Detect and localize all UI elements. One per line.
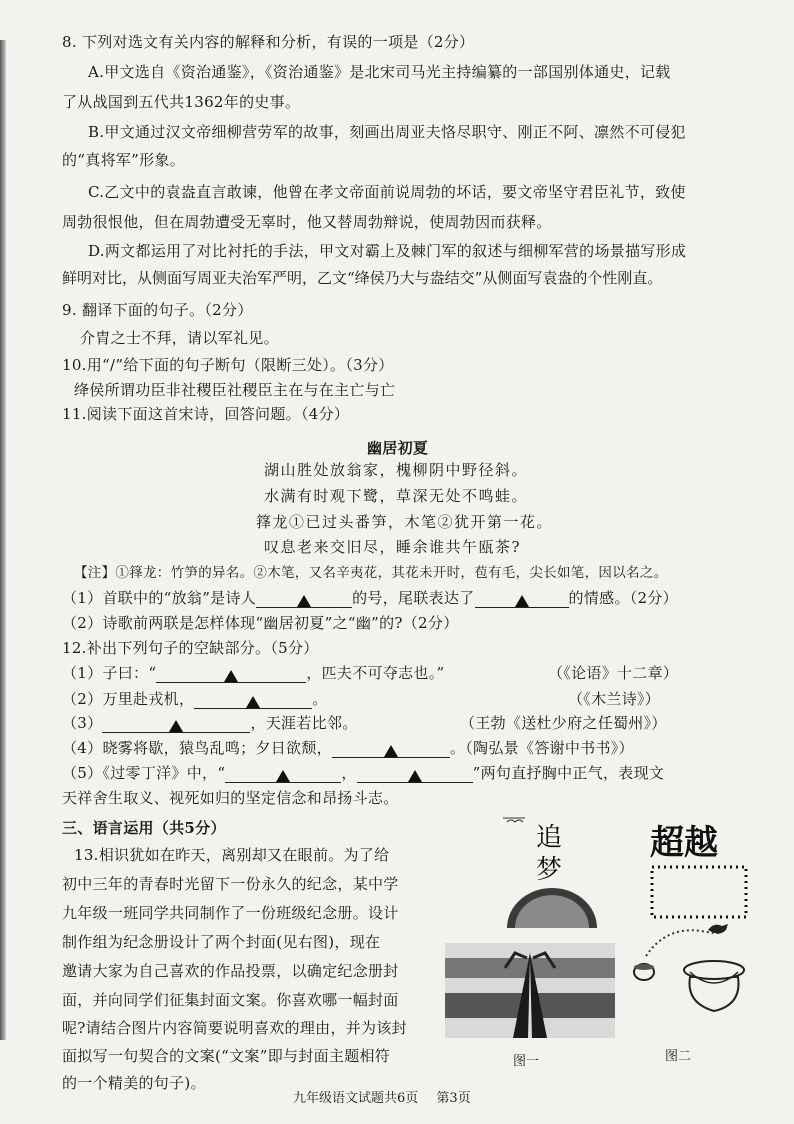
q8-option-c-line1: C.乙文中的袁盎直言敢谏，他曾在孝文帝面前说周勃的坏话，要文帝坚守君臣礼节，致使 bbox=[88, 183, 686, 201]
answer-marker-icon bbox=[384, 745, 398, 757]
footer-page-number: 第3页 bbox=[436, 1091, 471, 1106]
q8-option-b-line1: B.甲文通过汉文帝细柳营劳军的故事，刻画出周亚夫恪尽职守、刚正不阿、凛然不可侵犯 bbox=[88, 123, 686, 141]
q13-line-9: 的一个精美的句子)。 bbox=[62, 1074, 206, 1092]
q13-line-2: 初中三年的青春时光留下一份永久的纪念，某中学 bbox=[62, 875, 399, 893]
poem-line-1: 湖山胜处放翁家，槐柳阴中野径斜。 bbox=[264, 461, 529, 479]
cover-figure-1 bbox=[445, 808, 615, 1038]
q8-option-a-line1: A.甲文选自《资治通鉴》，《资治通鉴》是北宋司马光主持编纂的一部国别体通史，记载 bbox=[88, 63, 671, 81]
q12-item-1 bbox=[62, 663, 444, 683]
q12-item-3-text-b: ，天涯若比邻。 bbox=[250, 714, 358, 732]
q9-sentence: 介胄之士不拜，请以军礼见。 bbox=[80, 329, 279, 347]
q8-stem: 8. 下列对选文有关内容的解释和分析，有误的一项是（2分） bbox=[62, 33, 475, 51]
fig2-caption: 图二 bbox=[665, 1049, 692, 1064]
q13-line-6: 面，并向同学们征集封面文案。你喜欢哪一幅封面 bbox=[62, 991, 399, 1009]
answer-marker-icon bbox=[224, 670, 238, 682]
q12-item-2 bbox=[62, 689, 328, 709]
q13-line-8: 面拟写一句契合的文案(“文案”即与封面主题相符 bbox=[62, 1047, 391, 1065]
fig1-char-1: 追 bbox=[536, 823, 563, 853]
poem-title: 幽居初夏 bbox=[367, 439, 429, 457]
footer-total-pages: 九年级语文试题共6页 bbox=[293, 1091, 419, 1106]
fig2-title: 超越 bbox=[650, 823, 718, 863]
q12-blank-3[interactable] bbox=[102, 715, 250, 733]
q12-item-2-source: （《木兰诗》） bbox=[568, 690, 661, 708]
q11-blank-1[interactable] bbox=[256, 590, 352, 608]
q12-item-5-text-b: ， bbox=[341, 764, 357, 782]
q12-item-1-source: （《论语》十二章） bbox=[548, 664, 679, 682]
q8-option-c-line2: 周勃很恨他，但在周勃遭受无辜时，他又替周勃辩说，使周勃因而获释。 bbox=[62, 213, 552, 231]
q13-line-5: 邀请大家为自己喜欢的作品投票，以确定纪念册封 bbox=[62, 962, 399, 980]
cover-figure-1-art bbox=[445, 808, 615, 1038]
q11-sub1-text-a: （1）首联中的“放翁”是诗人 bbox=[62, 589, 257, 607]
q13-line-7: 呢?请结合图片内容简要说明喜欢的理由，并为该封 bbox=[62, 1019, 407, 1037]
q8-option-b-line2: 的“真将军”形象。 bbox=[62, 151, 186, 169]
poem-line-3: 箨龙①已过头番笋，木笔②犹开第一花。 bbox=[256, 513, 554, 531]
q12-item-1-text-a: （1）子曰：“ bbox=[62, 664, 157, 682]
q13-line-4: 制作组为纪念册设计了两个封面(见右图)，现在 bbox=[62, 933, 381, 951]
q12-item-3-source: （王勃《送杜少府之任蜀州》） bbox=[460, 714, 667, 732]
answer-marker-icon bbox=[276, 770, 290, 782]
q12-item-5 bbox=[62, 763, 664, 783]
q8-option-a-line2: 了从战国到五代共1362年的史事。 bbox=[62, 93, 301, 111]
fig1-char-2: 梦 bbox=[536, 855, 563, 885]
q10-sentence: 绛侯所谓功臣非社稷臣社稷臣主在与在主亡与亡 bbox=[74, 381, 396, 399]
q12-item-4 bbox=[62, 738, 634, 758]
q10-stem: 10.用“/”给下面的句子断句（限断三处）。（3分） bbox=[62, 356, 394, 374]
q12-item-4-text-b: 。（陶弘景《答谢中书书》） bbox=[449, 739, 634, 757]
q13-line-3: 九年级一班同学共同制作了一份班级纪念册。设计 bbox=[62, 904, 399, 922]
q12-blank-6[interactable] bbox=[357, 765, 473, 783]
q12-item-5-text-c: ”两句直抒胸中正气，表现文 bbox=[472, 764, 665, 782]
q11-sub2: （2）诗歌前两联是怎样体现“幽居初夏”之“幽”的?（2分） bbox=[62, 614, 459, 632]
section-3-heading: 三、语言运用（共5分） bbox=[62, 819, 226, 837]
q11-blank-2[interactable] bbox=[475, 590, 569, 608]
q12-blank-4[interactable] bbox=[332, 740, 450, 758]
cover-figure-2-art bbox=[622, 812, 772, 1042]
q12-blank-1[interactable] bbox=[156, 665, 306, 683]
scan-edge-shadow bbox=[0, 40, 6, 1040]
cover-figure-2 bbox=[622, 812, 772, 1042]
answer-marker-icon bbox=[515, 595, 529, 607]
q12-item-1-text-b: ，匹夫不可夺志也。” bbox=[306, 664, 445, 682]
answer-marker-icon bbox=[169, 720, 183, 732]
q12-item-3 bbox=[62, 713, 358, 733]
q12-item-5-continued: 天祥舍生取义、视死如归的坚定信念和昂扬斗志。 bbox=[62, 789, 399, 807]
q13-line-1: 13.相识犹如在昨天，离别却又在眼前。为了给 bbox=[74, 846, 390, 864]
q12-item-5-text-a: （5）《过零丁洋》中，“ bbox=[62, 764, 226, 782]
page-footer bbox=[293, 1087, 471, 1106]
q8-option-d-line2: 鲜明对比，从侧面写周亚夫治军严明，乙文“绛侯乃大与盎结交”从侧面写袁盎的个性刚直。 bbox=[62, 269, 663, 287]
answer-marker-icon bbox=[297, 595, 311, 607]
fig1-caption: 图一 bbox=[513, 1054, 540, 1069]
poem-line-4: 叹息老来交旧尽，睡余谁共午瓯茶? bbox=[264, 538, 522, 556]
q11-sub1-text-c: 的情感。（2分） bbox=[568, 589, 678, 607]
q12-blank-2[interactable] bbox=[194, 691, 312, 709]
q12-item-4-text-a: （4）晓雾将歇，猿鸟乱鸣；夕日欲颓， bbox=[62, 739, 332, 757]
q8-option-d-line1: D.两文都运用了对比衬托的手法，甲文对霸上及棘门军的叙述与细柳军营的场景描写形成 bbox=[88, 242, 687, 260]
q11-sub1 bbox=[62, 588, 678, 608]
q12-blank-5[interactable] bbox=[225, 765, 341, 783]
poem-line-2: 水满有时观下鹭，草深无处不鸣蛙。 bbox=[264, 487, 529, 505]
answer-marker-icon bbox=[408, 770, 422, 782]
q11-stem: 11.阅读下面这首宋诗，回答问题。（4分） bbox=[62, 405, 350, 423]
q9-stem: 9. 翻译下面的句子。（2分） bbox=[62, 301, 253, 319]
q12-item-2-text-b: 。 bbox=[312, 690, 328, 708]
q12-item-2-text-a: （2）万里赴戎机， bbox=[62, 690, 195, 708]
poem-note: 【注】①箨龙：竹笋的异名。②木笔，又名辛夷花，其花未开时，苞有毛，尖长如笔，因以名之。 bbox=[74, 565, 668, 581]
answer-marker-icon bbox=[246, 696, 260, 708]
q11-sub1-text-b: 的号，尾联表达了 bbox=[352, 589, 475, 607]
q12-stem: 12.补出下列句子的空缺部分。（5分） bbox=[62, 639, 319, 657]
q12-item-3-text-a: （3） bbox=[62, 714, 103, 732]
